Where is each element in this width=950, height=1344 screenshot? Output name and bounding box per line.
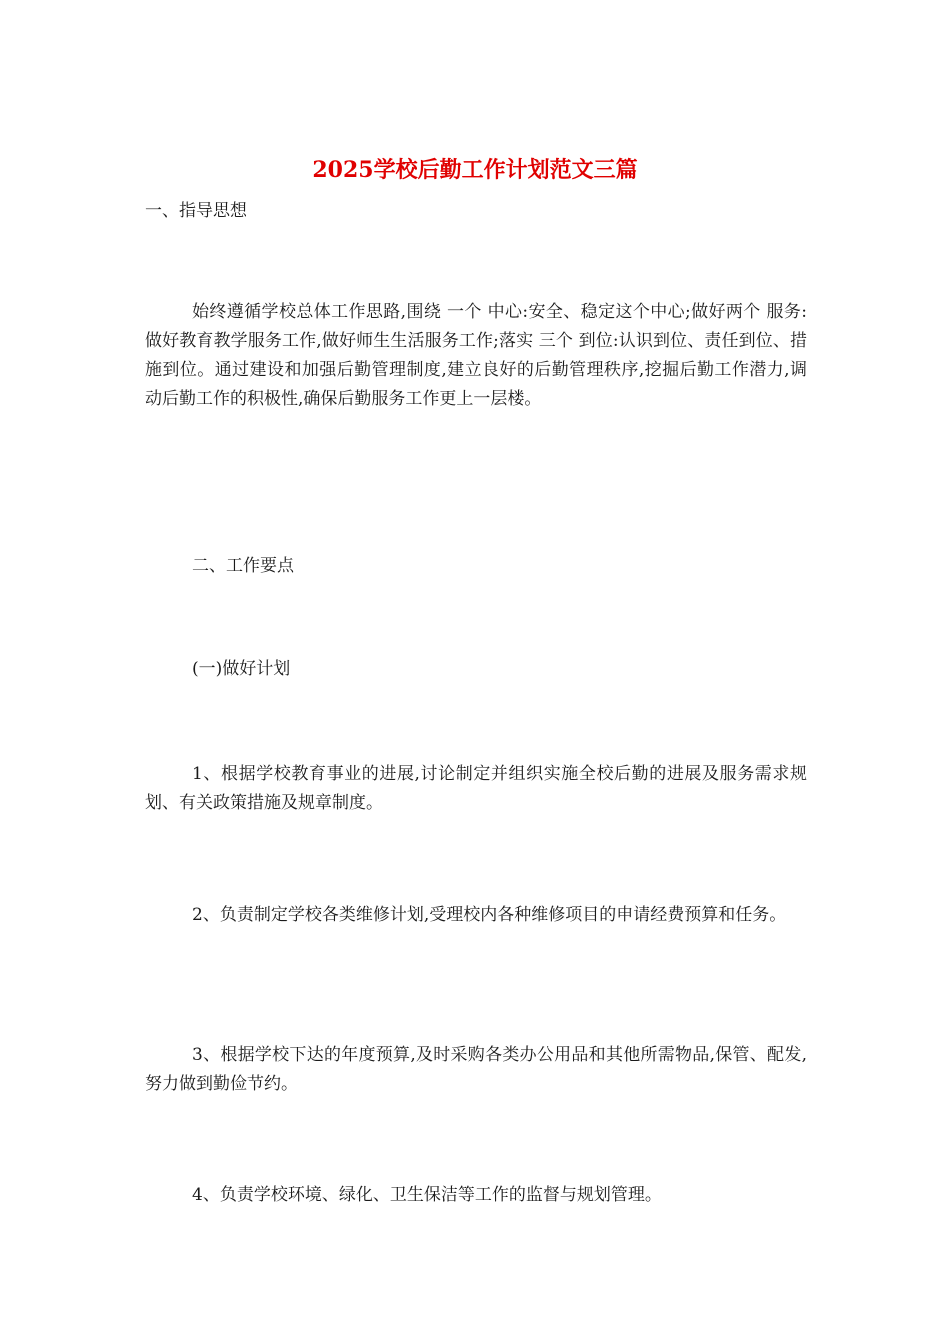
list-item-2: 2、负责制定学校各类维修计划,受理校内各种维修项目的申请经费预算和任务。 xyxy=(192,905,787,925)
section-heading-work-points: 二、工作要点 xyxy=(192,556,294,576)
list-item-3: 3、根据学校下达的年度预算,及时采购各类办公用品和其他所需物品,保管、配发,努力做到勤俭节约。 xyxy=(145,1045,807,1094)
subsection-heading-planning: (一)做好计划 xyxy=(192,659,291,679)
paragraph-guiding-ideology: 始终遵循学校总体工作思路,围绕 一个 中心:安全、稳定这个中心;做好两个 服务:做好教育教学服务工作,做好师生生活服务工作;落实 三个 到位:认识到位、责任到位、措施到位。通过建设和加强后勤管理制度,建立良好的后勤管理秩序,挖掘后勤工作潜力,调动后勤工作的积极性,确保后勤服务工作更上一层楼。 xyxy=(145,302,807,409)
list-item-4: 4、负责学校环境、绿化、卫生保洁等工作的监督与规划管理。 xyxy=(192,1185,662,1205)
list-item-1: 1、根据学校教育事业的进展,讨论制定并组织实施全校后勤的进展及服务需求规划、有关政策措施及规章制度。 xyxy=(145,764,807,813)
section-heading-guiding-ideology: 一、指导思想 xyxy=(145,201,247,221)
document-title: 2025学校后勤工作计划范文三篇 xyxy=(312,157,638,183)
